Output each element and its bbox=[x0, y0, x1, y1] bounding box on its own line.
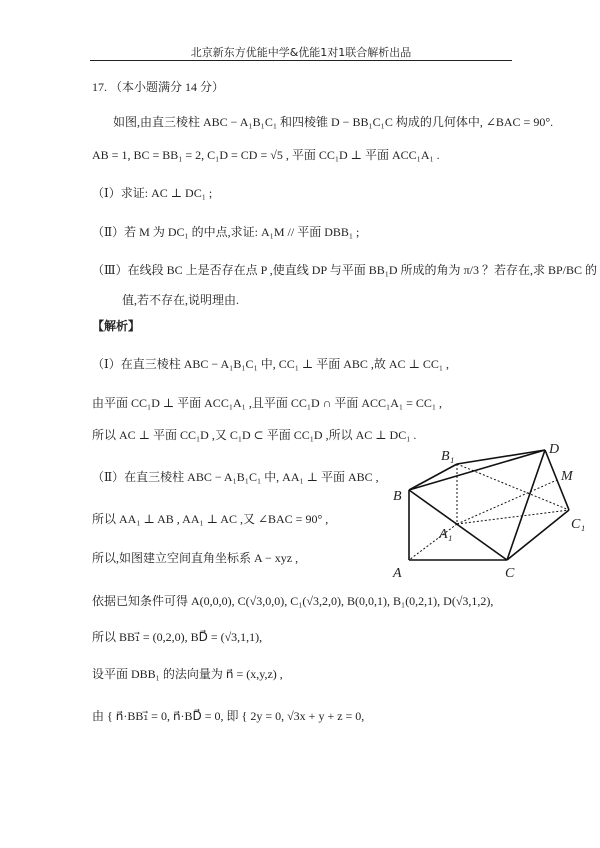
solution-line: 由平面 CC₁D ⊥ 平面 ACC₁A₁ ,且平面 CC₁D ∩ 平面 ACC₁A₁ = CC₁ , bbox=[92, 396, 443, 410]
solution-line: 所以,如图建立空间直角坐标系 A − xyz , bbox=[92, 551, 299, 565]
label-A: A bbox=[393, 566, 402, 581]
label-A1: A₁ bbox=[439, 527, 453, 542]
label-B1: B₁ bbox=[441, 449, 455, 464]
solution-line: （Ⅰ）在直三棱柱 ABC − A₁B₁C₁ 中, CC₁ ⊥ 平面 ABC ,故 AC ⊥ CC₁ , bbox=[92, 357, 450, 371]
solution-line: 所以 AC ⊥ 平面 CC₁D ,又 C₁D ⊂ 平面 CC₁D ,所以 AC ⊥ DC₁ . bbox=[92, 428, 417, 442]
problem-part-2: （Ⅱ）若 M 为 DC₁ 的中点,求证: A₁M // 平面 DBB₁ ; bbox=[92, 225, 360, 239]
problem-conditions: AB = 1, BC = BB₁ = 2, C₁D = CD = √5 , 平面 CC₁D ⊥ 平面 ACC₁A₁ . bbox=[92, 148, 440, 162]
solution-line: 依据已知条件可得 A(0,0,0), C(√3,0,0), C₁(√3,2,0), B(0,0,1), B₁(0,2,1), D(√3,1,2), bbox=[92, 594, 494, 608]
problem-part-1: （Ⅰ）求证: AC ⊥ DC₁ ; bbox=[92, 186, 213, 200]
solution-line: （Ⅱ）在直三棱柱 ABC − A₁B₁C₁ 中, AA₁ ⊥ 平面 ABC , bbox=[92, 470, 379, 484]
solution-line: 所以 BB₁⃗ = (0,2,0), BD⃗ = (√3,1,1), bbox=[92, 630, 263, 644]
label-B: B bbox=[393, 489, 402, 504]
solution-line: 所以 AA₁ ⊥ AB , AA₁ ⊥ AC ,又 ∠BAC = 90° , bbox=[92, 512, 329, 526]
label-C1: C₁ bbox=[571, 517, 586, 532]
geometry-figure bbox=[385, 440, 595, 585]
problem-part-3-cont: 值,若不存在,说明理由. bbox=[122, 293, 240, 307]
solution-line: 由 { n⃗·BB₁⃗ = 0, n⃗·BD⃗ = 0, 即 { 2y = 0, √3x + y + z = 0, bbox=[92, 709, 365, 723]
problem-stem: 如图,由直三棱柱 ABC − A₁B₁C₁ 和四棱锥 D − BB₁C₁C 构成的几何体中, ∠BAC = 90°. bbox=[113, 115, 554, 129]
problem-part-3: （Ⅲ）在线段 BC 上是否存在点 P ,使直线 DP 与平面 BB₁D 所成的角为 π/3 ？若存在,求 BP/BC 的 bbox=[92, 263, 597, 277]
solution-line: 设平面 DBB₁ 的法向量为 n⃗ = (x,y,z) , bbox=[92, 667, 283, 681]
label-M: M bbox=[561, 469, 573, 484]
problem-number: 17. （本小题满分 14 分） bbox=[92, 80, 225, 94]
page-header: 北京新东方优能中学&优能1对1联合解析出品 bbox=[190, 46, 412, 59]
label-C: C bbox=[505, 566, 515, 581]
header-rule bbox=[90, 60, 512, 61]
solution-title: 【解析】 bbox=[92, 319, 141, 333]
label-D: D bbox=[549, 442, 560, 457]
